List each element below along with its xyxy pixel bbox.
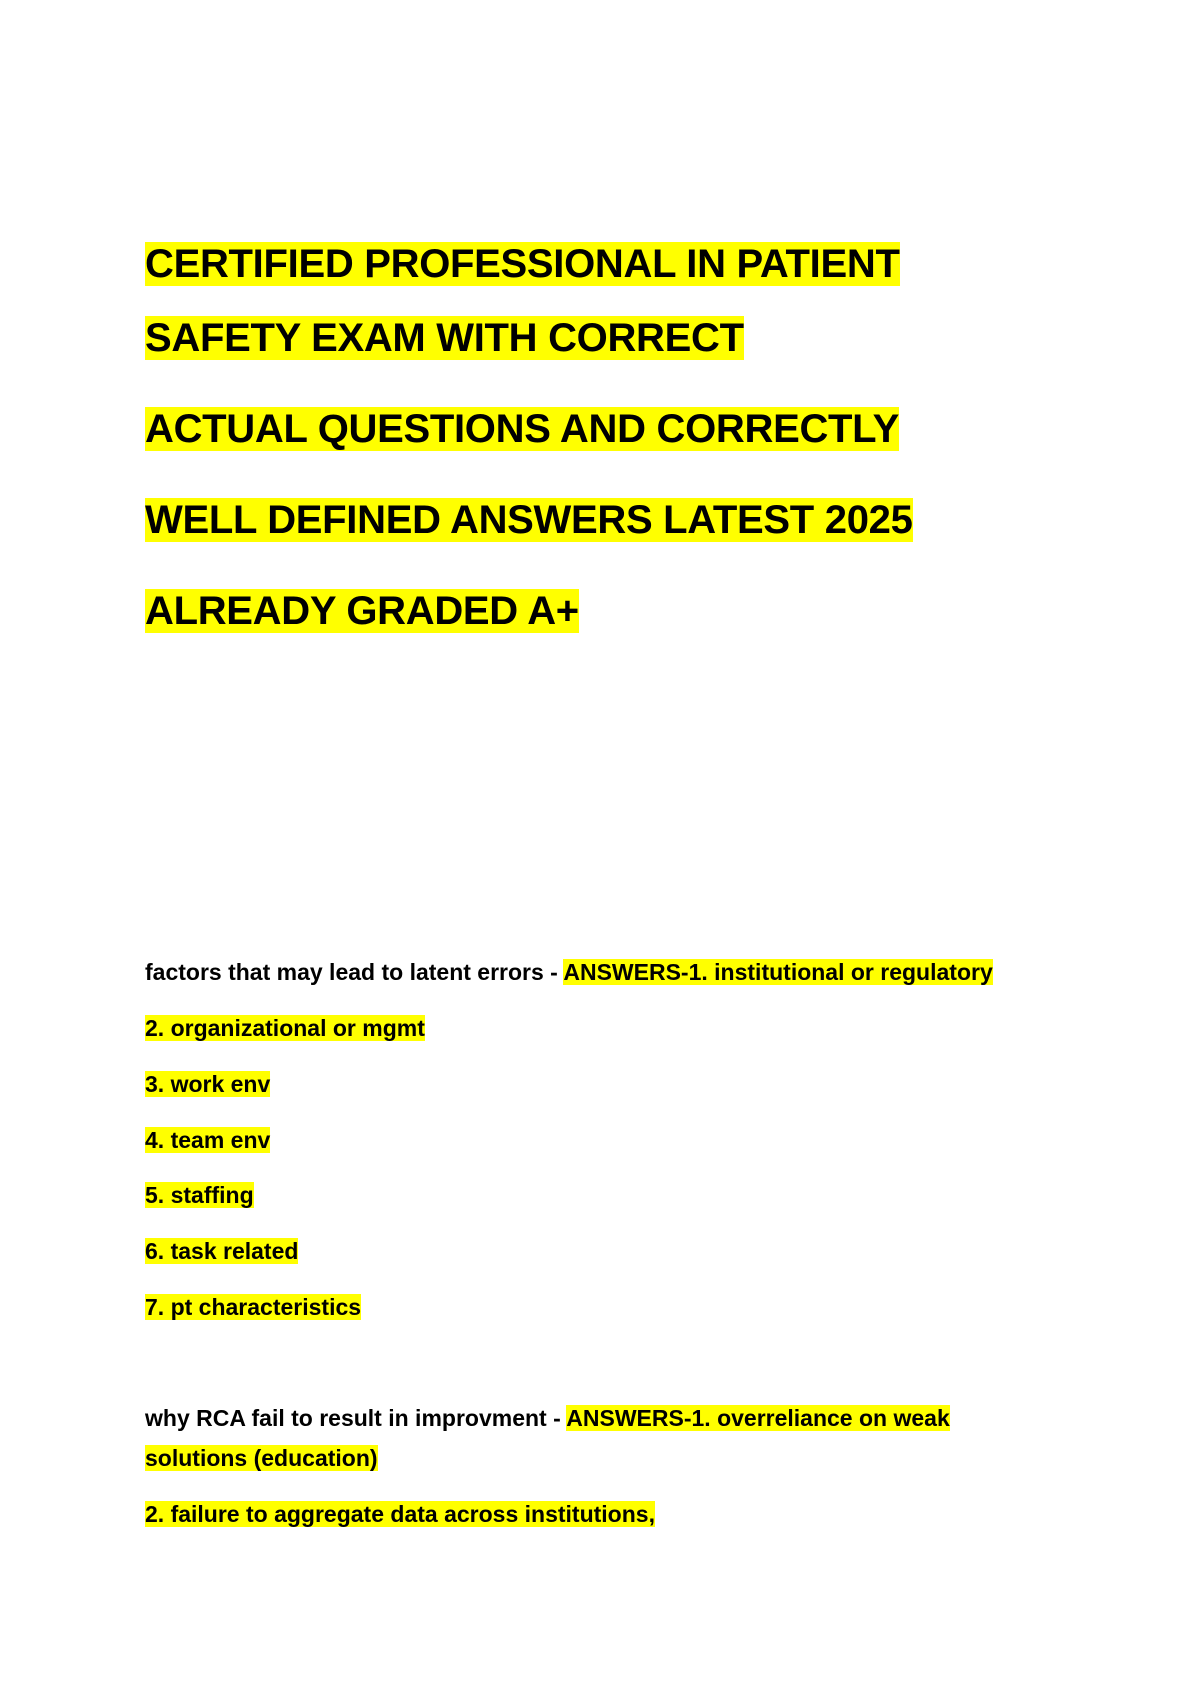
- answer-list-item: 5. staffing: [145, 1182, 254, 1208]
- answer-list-item: 3. work env: [145, 1071, 271, 1097]
- answer-continuation: solutions (education): [145, 1445, 378, 1471]
- title-line-4: WELL DEFINED ANSWERS LATEST 2025: [145, 498, 913, 542]
- title-line-3: ACTUAL QUESTIONS AND CORRECTLY: [145, 407, 900, 451]
- answer-list-item: 2. failure to aggregate data across institutions,: [145, 1501, 655, 1527]
- answer-list-item: 2. organizational or mgmt: [145, 1015, 425, 1041]
- answer-text: ANSWERS-1. institutional or regulatory: [563, 959, 993, 985]
- answer-list-item: 4. team env: [145, 1127, 271, 1153]
- title-line-5: ALREADY GRADED A+: [145, 589, 579, 633]
- answer-text: ANSWERS-1. overreliance on weak: [566, 1405, 950, 1431]
- question-text: why RCA fail to result in improvment -: [145, 1405, 567, 1431]
- answer-list-item: 7. pt characteristics: [145, 1294, 362, 1320]
- question-line: [145, 954, 993, 990]
- title-line-1: CERTIFIED PROFESSIONAL IN PATIENT: [145, 242, 900, 286]
- answer-list-item: 6. task related: [145, 1238, 299, 1264]
- question-text: factors that may lead to latent errors -: [145, 959, 564, 985]
- title-line-2: SAFETY EXAM WITH CORRECT: [145, 316, 744, 360]
- question-line: [145, 1400, 950, 1436]
